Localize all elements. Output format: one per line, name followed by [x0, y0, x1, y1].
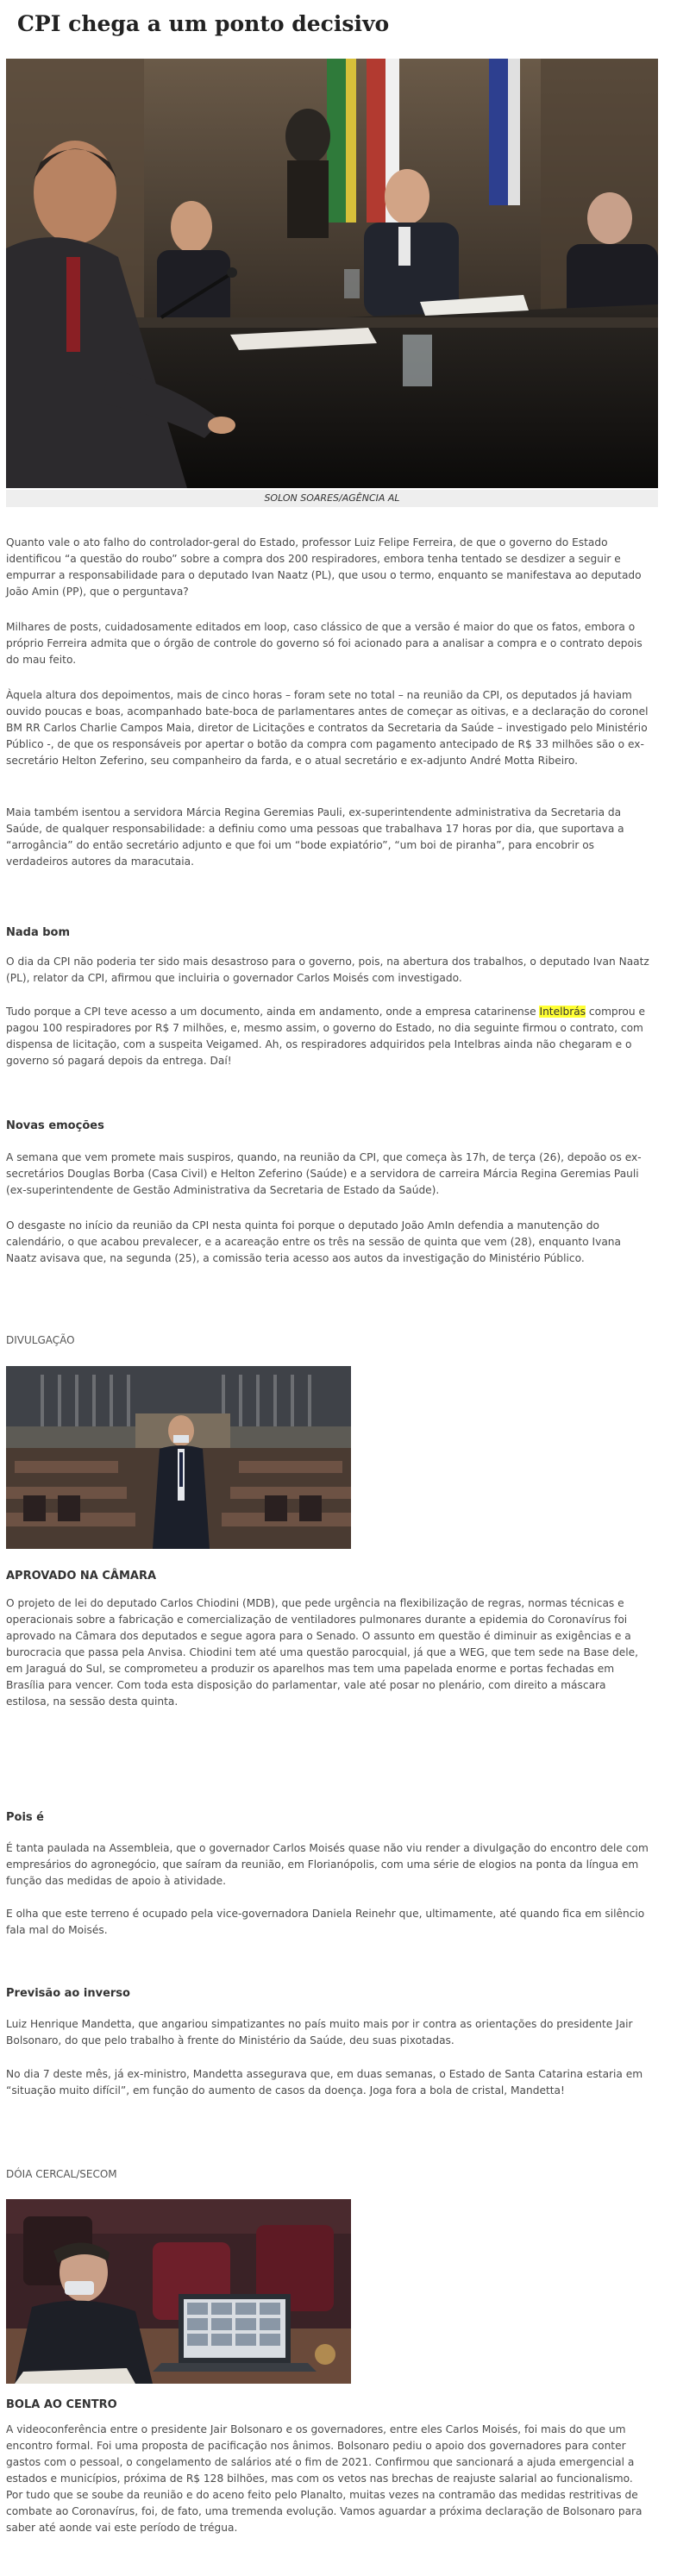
governor-video-call-photo: [6, 2199, 351, 2384]
previsao-paragraph-2: No dia 7 deste mês, já ex-ministro, Mandetta assegurava que, em duas semanas, o Estado de Santa Catarina estaria em “situação muito difícil”, em função do aumento de casos da doença. Joga fora a bola de cristal, Mandetta!: [6, 2068, 643, 2097]
novas-emocoes-paragraph-2: O desgaste no início da reunião da CPI nesta quinta foi porque o deputado João AmIn defendia a manutenção do calendário, o que acabou prevalecer, e a acareação entre os três na sessão de quinta que vem (28), enquanto Ivana Naatz avisava que, na segunda (25), a comissão teria acesso aos autos da investigação do Ministério Público.: [6, 1219, 621, 1264]
intro-paragraph-2: Milhares de posts, cuidadosamente editados em loop, caso clássico de que a versão é maior do que os fatos, embora o próprio Ferreira admita que o órgão de controle do governo só foi acionado para a analisar a compra e o contrato depois do mau feito.: [6, 621, 643, 666]
section-heading-aprovado: APROVADO NA CÂMARA: [6, 1570, 157, 1583]
pois-e-paragraph-2: E olha que este terreno é ocupado pela vice-governadora Daniela Reinehr que, ultimamente, até quando fica em silêncio fala mal do Moisés.: [6, 1908, 645, 1936]
section-heading-previsao: Previsão ao inverso: [6, 1987, 130, 2000]
previsao-paragraph-1: Luiz Henrique Mandetta, que angariou simpatizantes no país muito mais por ir contra as orientações do presidente Jair Bolsonaro, do que pelo trabalho à frente do Ministério da Saúde, deu suas pixotadas.: [6, 2018, 633, 2046]
intro-paragraph-1: Quanto vale o ato falho do controlador-geral do Estado, professor Luiz Felipe Ferreira, de que o governo do Estado identificou “a questão do roubo” sobre a compra dos 200 respiradores, embora tenha tentado se desdizer a seguir e empurrar a responsabilidade para o deputado Ivan Naatz (PL), que usou o termo, enquanto se manifestava ao deputado João Amin (PP), que o perguntava?: [6, 536, 642, 598]
intro-paragraph-4: Maia também isentou a servidora Márcia Regina Geremias Pauli, ex-superintendente administrativa da Secretaria da Saúde, de qualquer responsabilidade: a definiu como uma pessoas que trabalhava 17 horas por dia, que suportava a “arrogância” do então secretário adjunto e que foi um “bode expiatório”, “um boi de piranha”, para encobrir os verdadeiros autores da maracutaia.: [6, 806, 624, 868]
hero-caption: SOLON SOARES/AGÊNCIA AL: [6, 490, 658, 507]
nada-bom-paragraph-1: O dia da CPI não poderia ter sido mais desastroso para o governo, pois, na abertura dos trabalhos, o deputado Ivan Naatz (PL), relator da CPI, afirmou que incluiria o governador Carlos Moisés com investigado.: [6, 956, 649, 984]
nada-bom-paragraph-2: [6, 1004, 649, 1069]
bola-paragraph-1: A videoconferência entre o presidente Jair Bolsonaro e os governadores, entre eles Carlos Moisés, foi mais do que um encontro formal. Foi uma proposta de pacificação nos ânimos. Bolsonaro pediu o apoio dos governadores para conter gastos com o pessoal, o congelamento de salários até o fim de 2021. Confirmou que sancionará a ajuda emergencial a estados e municípios, próxima de R$ 128 bilhões, mas com os vetos nas brechas de reajuste salarial ao funcionalismo. Por tudo que se soube da reunião e do aceno feito pelo Planalto, muitas vezes na contramão das medidas restritivas de combate ao Coronavírus, foi, de fato, uma tremenda evolução. Vamos aguardar a próxima declaração de Bolsonaro para saber até aonde vai este período de trégua.: [6, 2423, 643, 2534]
cpi-session-photo: [6, 59, 658, 488]
camara-paragraph-1: O projeto de lei do deputado Carlos Chiodini (MDB), que pede urgência na flexibilização de regras, normas técnicas e operacionais sobre a fabricação e comercialização de ventiladores pulmonares durante a epidemia do Coronavírus foi aprovado na Câmara dos deputados e segue agora para o Senado. O assunto em questão é diminuir as exigências e a burocracia que passa pela Anvisa. Chiodini tem até uma questão parocquial, já que a WEG, que tem sede na Base dele, em Jaraguá do Sul, se comprometeu a produzir os aparelhos mas tem uma papelada enorme e portas fechadas em Brasília para vencer. Com toda esta disposição do parlamentar, vale até posar no plenário, com direito a máscara estilosa, na sessão desta quinta.: [6, 1597, 639, 1708]
plenary-photo: [6, 1366, 351, 1549]
article-title: CPI chega a um ponto decisivo: [17, 11, 390, 36]
highlighted-word: Intelbrás: [539, 1006, 586, 1018]
nada-bom-text-after: comprou e pagou 100 respiradores por R$ 7 milhões, e, mesmo assim, o governo do Estado, no dia seguinte firmou o contrato, com dispensa de licitação, com a suspeita Veigamed. Ah, os respiradores adquiridos pela Intelbras ainda não chegaram e o governo só pagará depois da entrega. Daí!: [6, 1006, 645, 1067]
section-heading-pois-e: Pois é: [6, 1811, 44, 1824]
photo-credit-camara: DIVULGAÇÃO: [6, 1334, 75, 1346]
photo-credit-bola: DÓIA CERCAL/SECOM: [6, 2168, 117, 2180]
intro-paragraph-3: Àquela altura dos depoimentos, mais de cinco horas – foram sete no total – na reunião da CPI, os deputados já haviam ouvido poucas e boas, acompanhado bate-boca de parlamentares antes de começar as oitivas, e a declaração do coronel BM RR Carlos Charlie Campos Maia, diretor de Licitações e contratos da Secretaria da Saúde – investigado pelo Ministério Público -, de que os responsáveis por apertar o botão da compra com pagamento antecipado de R$ 33 milhões são o ex-secretário Helton Zeferino, seu companheiro da farda, e o atual secretário e ex-adjunto André Motta Ribeiro.: [6, 689, 649, 767]
camara-photo: [6, 1366, 351, 1549]
nada-bom-text-before: Tudo porque a CPI teve acesso a um documento, ainda em andamento, onde a empresa catarinense: [6, 1006, 540, 1018]
hero-photo: [6, 59, 658, 488]
section-heading-bola: BOLA AO CENTRO: [6, 2398, 117, 2411]
section-heading-nada-bom: Nada bom: [6, 926, 71, 939]
novas-emocoes-paragraph-1: A semana que vem promete mais suspiros, quando, na reunião da CPI, que começa às 17h, de terça (26), depoão os ex-secretários Douglas Borba (Casa Civil) e Helton Zeferino (Saúde) e a servidora de carreira Márcia Regina Geremias Pauli (ex-superintendente de Gestão Administrativa da Secretaria de Estado da Saúde).: [6, 1151, 642, 1196]
pois-e-paragraph-1: É tanta paulada na Assembleia, que o governador Carlos Moisés quase não viu render a divulgação do encontro dele com empresários do agronegócio, que saíram da reunião, em Florianópolis, com uma série de elogios na ponta da língua em função das medidas de apoio à atividade.: [6, 1842, 649, 1887]
section-heading-novas-emocoes: Novas emoções: [6, 1119, 104, 1132]
videoconference-photo: [6, 2199, 351, 2384]
